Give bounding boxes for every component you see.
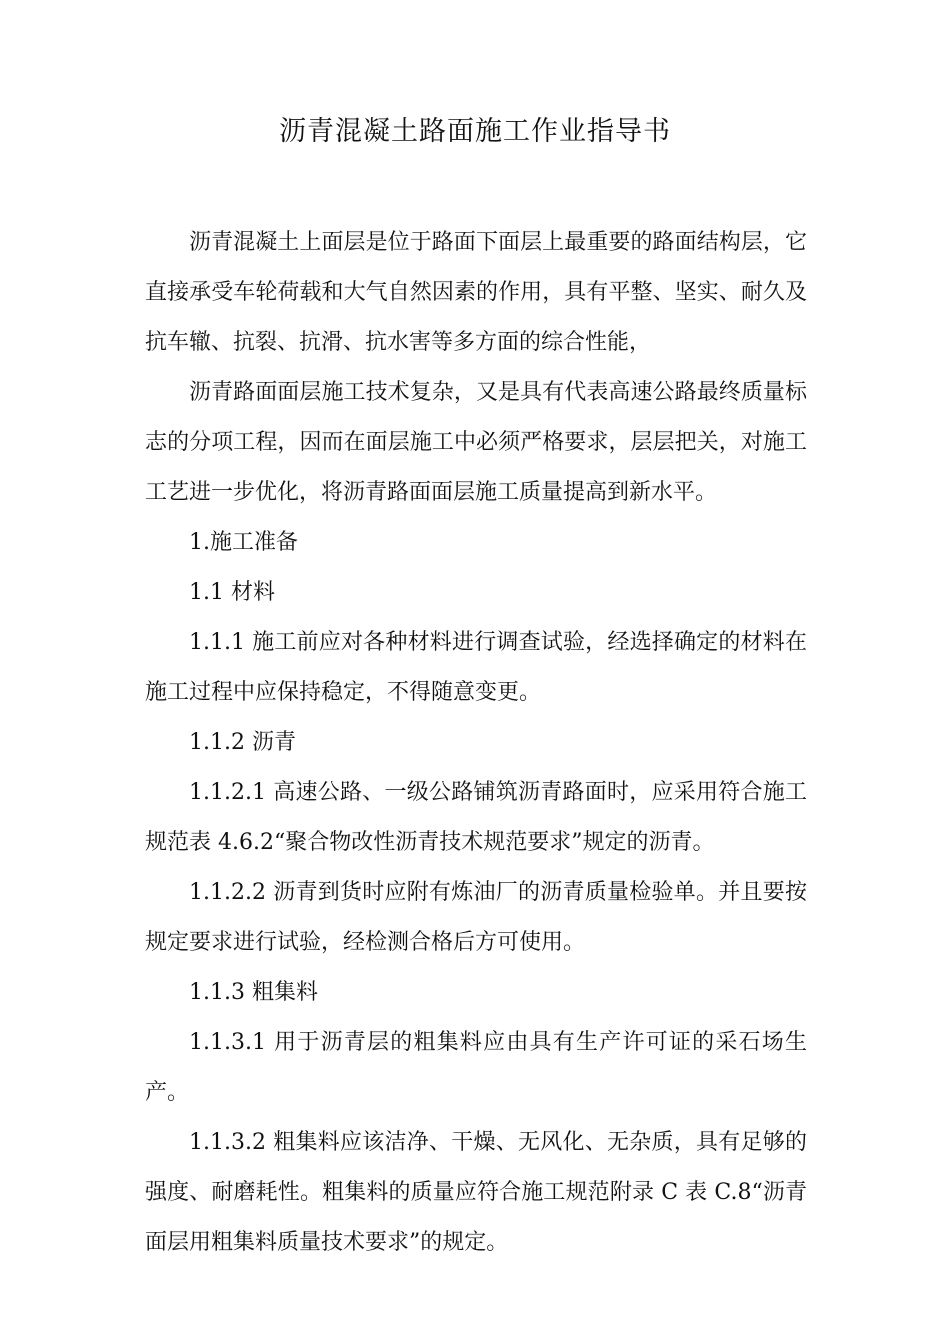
paragraph-1-1-2-1: 1.1.2.1 高速公路、一级公路铺筑沥青路面时，应采用符合施工规范表 4.6.2“聚合物改性沥青技术规范要求”规定的沥青。 xyxy=(145,780,807,855)
paragraph-1-1-3-2: 1.1.3.2 粗集料应该洁净、干燥、无风化、无杂质，具有足够的强度、耐磨耗性。粗集料的质量应符合施工规范附录 C 表 C.8“沥青面层用粗集料质量技术要求”的规定。 xyxy=(145,1130,807,1255)
paragraph-intro: 沥青混凝土上面层是位于路面下面层上最重要的路面结构层，它直接承受车轮荷载和大气自然因素的作用，具有平整、坚实、耐久及抗车辙、抗裂、抗滑、抗水害等多方面的综合性能， xyxy=(145,230,807,355)
document-title: 沥青混凝土路面施工作业指导书 xyxy=(279,116,671,147)
paragraph-1-1-3-1: 1.1.3.1 用于沥青层的粗集料应由具有生产许可证的采石场生产。 xyxy=(145,1030,807,1105)
section-heading-1-1: 1.1 材料 xyxy=(189,580,275,605)
document-body xyxy=(145,218,807,1268)
section-heading-1: 1.施工准备 xyxy=(189,530,298,555)
paragraph-1-1-1: 1.1.1 施工前应对各种材料进行调查试验，经选择确定的材料在施工过程中应保持稳定，不得随意变更。 xyxy=(145,630,807,705)
paragraph-1-1-2-2: 1.1.2.2 沥青到货时应附有炼油厂的沥青质量检验单。并且要按规定要求进行试验，经检测合格后方可使用。 xyxy=(145,880,807,955)
paragraph-overview: 沥青路面面层施工技术复杂，又是具有代表高速公路最终质量标志的分项工程，因而在面层施工中必须严格要求，层层把关，对施工工艺进一步优化，将沥青路面面层施工质量提高到新水平。 xyxy=(145,380,807,505)
section-heading-1-1-3: 1.1.3 粗集料 xyxy=(189,980,318,1005)
section-heading-1-1-2: 1.1.2 沥青 xyxy=(189,730,296,755)
